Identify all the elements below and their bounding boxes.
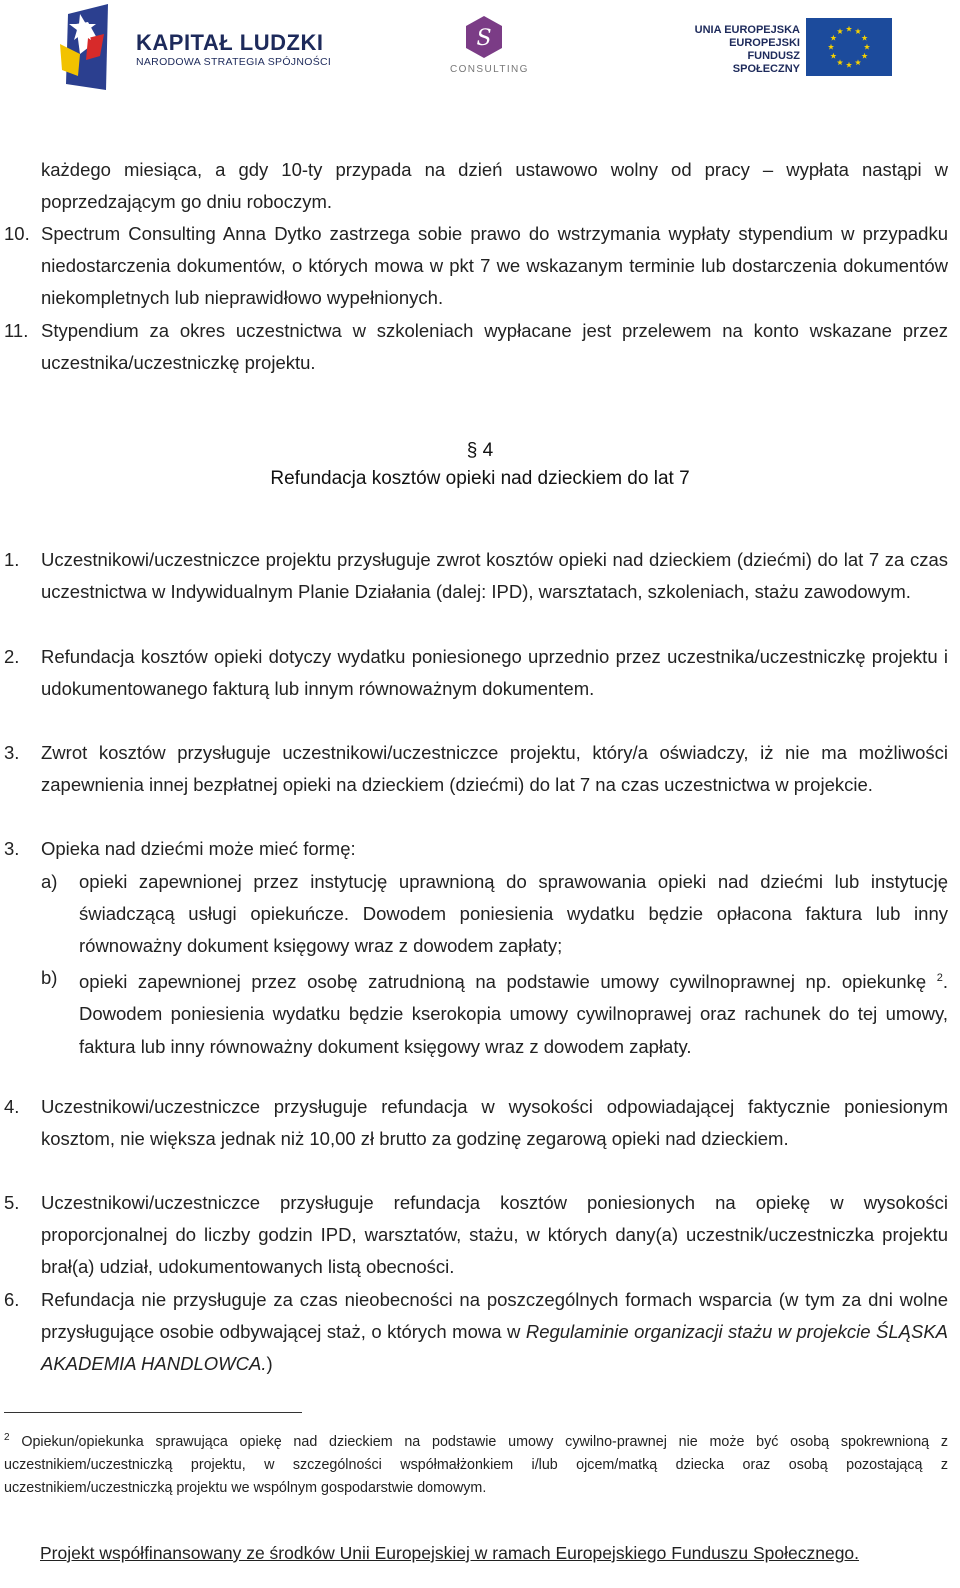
eu-flag-icon xyxy=(806,18,892,76)
sub-list-item xyxy=(79,866,948,963)
sub-list-item xyxy=(79,962,948,1063)
list-item-text-end: ) xyxy=(266,1353,273,1375)
eu-logo xyxy=(676,14,896,76)
section-symbol: § 4 xyxy=(466,440,494,461)
list-item-text: Uczestnikowi/uczestniczce przysługuje refundacja w wysokości odpowiadającej faktycznie poniesionym kosztom, nie większa jednak niż 10,00 zł brutto za godzinę zegarową opieki nad dzieckiem. xyxy=(41,1096,948,1150)
eu-line-2: EUROPEJSKI xyxy=(729,37,800,49)
spectrum-consulting-logo xyxy=(444,14,534,80)
list-item xyxy=(41,737,948,801)
list-item xyxy=(41,641,948,705)
item-number: 11. xyxy=(4,320,29,341)
paragraph-text: każdego miesiąca, a gdy 10-ty przypada na dzień ustawowo wolny od pracy – wypłata nastąpi w poprzedzającym go dniu roboczym. xyxy=(41,159,948,213)
paragraph-continuation xyxy=(41,154,948,218)
eu-line-1: UNIA EUROPEJSKA xyxy=(694,24,800,36)
sub-list-item-text-cont: . Dowodem poniesienia wydatku będzie kserokopia umowy cywilnoprawej oraz rachunek do tej umowy, faktura lub inny równoważny dokument księgowy wraz z dowodem zapłaty. xyxy=(79,971,948,1057)
sub-list-item-text: opieki zapewnionej przez instytucję uprawnioną do sprawowania opieki nad dziećmi lub instytucję świadczącą usługi opiekuńcze. Dowodem poniesienia wydatku będzie opłacona faktura lub inny równoważny dokument księgowy wraz z dowodem zapłaty; xyxy=(79,871,948,957)
kapital-ludzki-logo xyxy=(58,4,348,94)
subitem-letter: a) xyxy=(41,871,58,892)
kl-subtitle: NARODOWA STRATEGIA SPÓJNOŚCI xyxy=(136,56,332,68)
item-number: 6. xyxy=(4,1289,20,1310)
list-item-text: Spectrum Consulting Anna Dytko zastrzega sobie prawo do wstrzymania wypłaty stypendium w przypadku niedostarczenia dokumentów, o których mowa w pkt 7 we wskazanym terminie lub dostarczenia dokumentów niekompletnych lub nieprawidłowo wypełnionych. xyxy=(41,223,948,309)
list-item xyxy=(41,218,948,315)
regulation-title: Regulaminie organizacji stażu w projekcie ŚLĄSKA AKADEMIA HANDLOWCA. xyxy=(41,1321,948,1375)
footnote xyxy=(4,1426,948,1500)
list-item xyxy=(41,833,948,865)
list-item-text: Stypendium za okres uczestnictwa w szkoleniach wypłacane jest przelewem na konto wskazane przez uczestnika/uczestniczkę projektu. xyxy=(41,320,948,374)
list-item xyxy=(41,544,948,608)
kapital-ludzki-emblem-icon xyxy=(58,4,132,94)
consulting-label: CONSULTING xyxy=(450,64,529,75)
consulting-emblem-icon xyxy=(444,14,534,64)
list-item-text: Uczestnikowi/uczestniczce przysługuje refundacja kosztów poniesionych na opiekę w wysokości proporcjonalnej do liczby godzin IPD, warsztatów, stażu, w których dany(a) uczestnik/uczestniczka projektu brał(a) udział, udokumentowanych listą obecności. xyxy=(41,1192,948,1278)
section-title: Refundacja kosztów opieki nad dzieckiem do lat 7 xyxy=(270,468,690,489)
item-number: 3. xyxy=(4,742,20,763)
item-number: 2. xyxy=(4,646,20,667)
item-number: 5. xyxy=(4,1192,20,1213)
item-number: 3. xyxy=(4,838,20,859)
list-item xyxy=(41,1187,948,1284)
page-footer: Projekt współfinansowany ze środków Unii Europejskiej w ramach Europejskiego Funduszu Społecznego. xyxy=(40,1543,860,1563)
subitem-letter: b) xyxy=(41,967,58,988)
list-item-text: Opieka nad dziećmi może mieć formę: xyxy=(41,838,356,859)
footnote-reference[interactable]: 2 xyxy=(936,972,943,984)
item-number: 1. xyxy=(4,549,20,570)
list-item xyxy=(41,315,948,379)
list-item-text: Uczestnikowi/uczestniczce projektu przysługuje zwrot kosztów opieki nad dzieckiem (dziećmi) do lat 7 za czas uczestnictwa w Indywidualnym Planie Działania (dalej: IPD), warsztatach, szkoleniach, stażu zawodowym. xyxy=(41,549,948,603)
svg-text:S: S xyxy=(476,26,492,51)
footnote-text: Opiekun/opiekunka sprawująca opiekę nad dzieckiem na podstawie umowy cywilno-prawnej nie może być osobą spokrewnioną z uczestnikiem/uczestniczką projektu, w szczególności współmałżonkiem i/lub ojcem/matką dziecka oraz osobą pozostającą z uczestnikiem/uczestniczką projektu we wspólnym gospodarstwie domowym. xyxy=(4,1433,949,1496)
list-item-text: Refundacja nie przysługuje za czas nieobecności na poszczególnych formach wsparcia (w tym za dni wolne przysługujące osobie odbywającej staż, o których mowa w xyxy=(41,1289,948,1343)
list-item xyxy=(41,1284,948,1381)
sub-list-item-text: opieki zapewnionej przez osobę zatrudnioną na podstawie umowy cywilnoprawnej np. opiekunkę xyxy=(79,971,937,993)
kl-title: KAPITAŁ LUDZKI xyxy=(136,30,324,55)
list-item-text: Zwrot kosztów przysługuje uczestnikowi/uczestniczce projektu, który/a oświadczy, iż nie ma możliwości zapewnienia innej bezpłatnej opieki na dzieckiem (dziećmi) do lat 7 na czas uczestnictwa w projekcie. xyxy=(41,742,948,796)
eu-text xyxy=(680,24,800,76)
eu-line-3: FUNDUSZ SPOŁECZNY xyxy=(732,50,800,75)
item-number: 4. xyxy=(4,1096,20,1117)
item-number: 10. xyxy=(4,223,30,244)
list-item xyxy=(41,1091,948,1155)
list-item-text: Refundacja kosztów opieki dotyczy wydatku poniesionego uprzednio przez uczestnika/uczestniczkę projektu i udokumentowanego fakturą lub innym równoważnym dokumentem. xyxy=(41,646,948,700)
footnote-separator xyxy=(4,1412,302,1413)
footnote-mark: 2 xyxy=(4,1432,10,1443)
